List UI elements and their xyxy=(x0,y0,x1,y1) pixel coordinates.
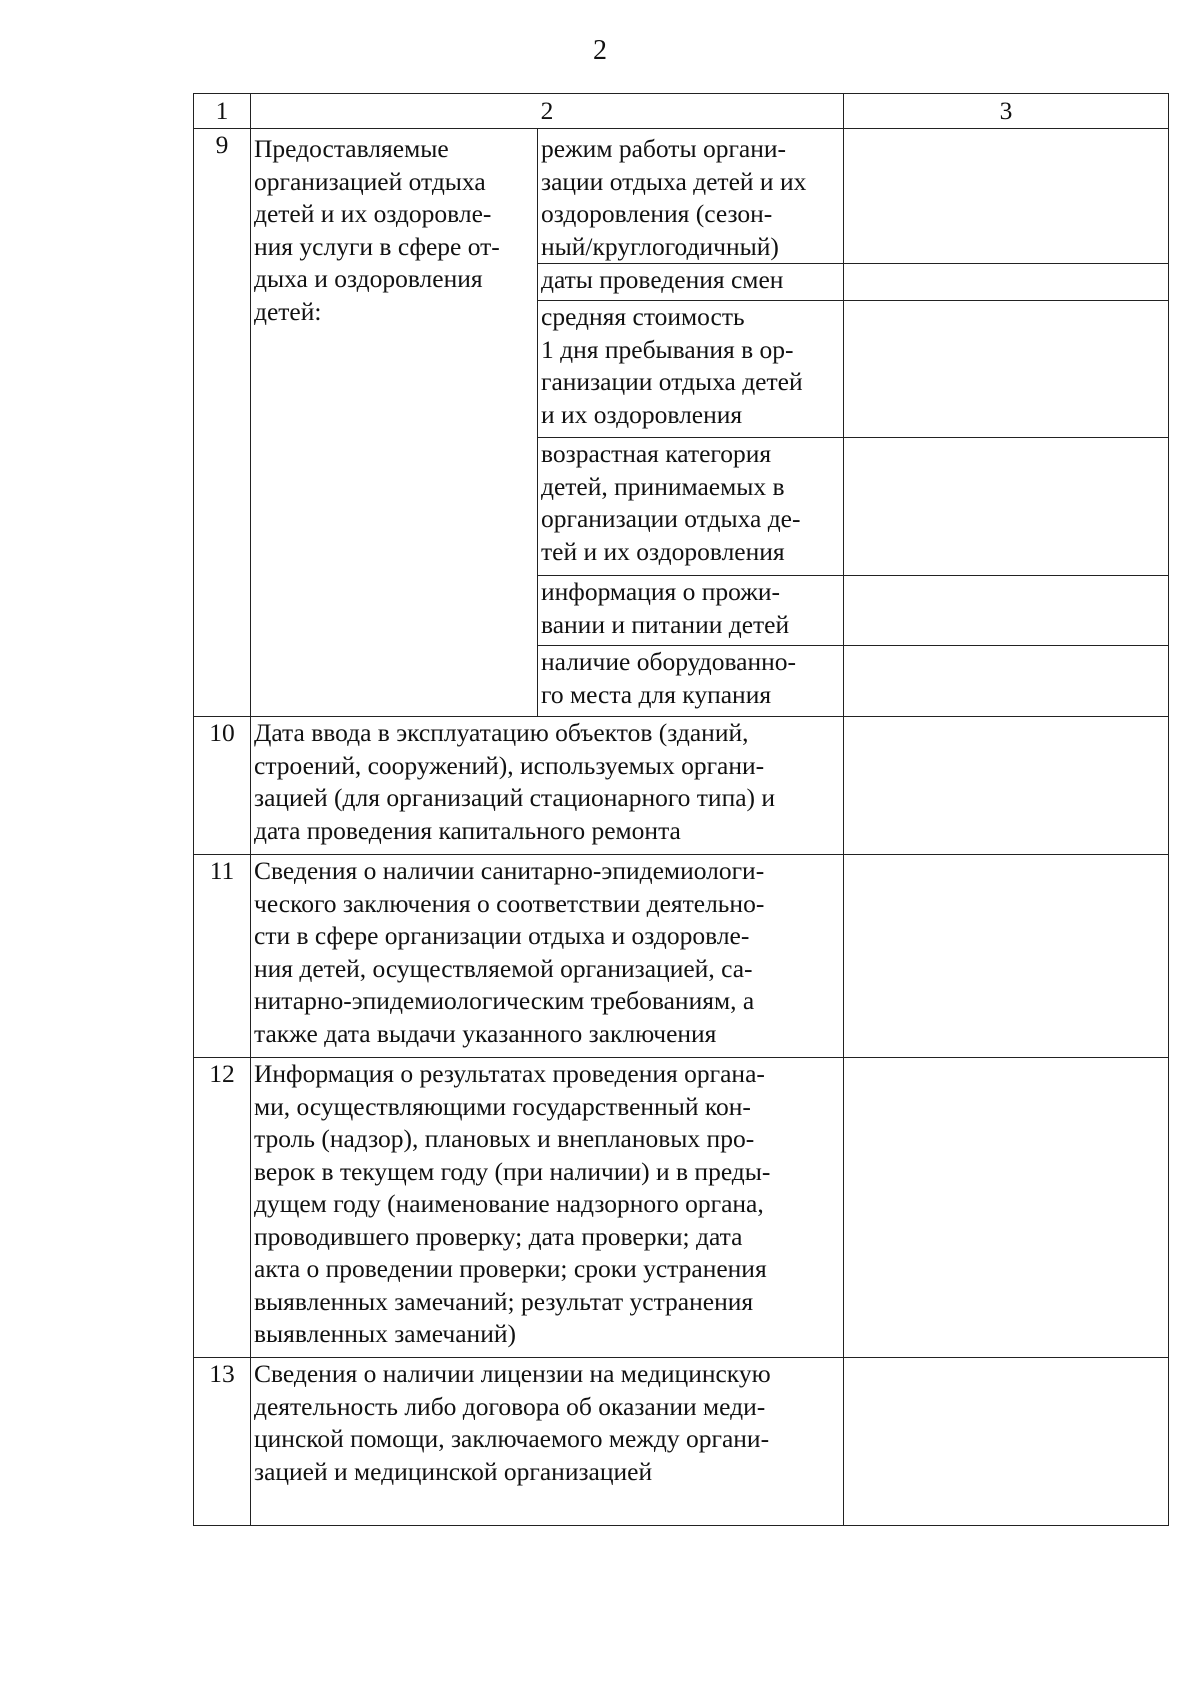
row-10-text: Дата ввода в эксплуатацию объектов (зданий, строений, сооружений), используемых органи- зацией (для организаций стационарного типа) и дата проведения капитального ремонта xyxy=(251,717,844,855)
row-11-number: 11 xyxy=(194,855,251,1058)
row-9-item-6: наличие оборудованно- го места для купания xyxy=(538,646,844,717)
table-row-9 xyxy=(194,129,1169,264)
row-10-number: 10 xyxy=(194,717,251,855)
row-9-item-1: режим работы органи- зации отдыха детей и их оздоровления (сезон- ный/круглогодичный) xyxy=(538,129,844,264)
row-9-item-6-value xyxy=(844,646,1169,717)
row-13-text: Сведения о наличии лицензии на медицинскую деятельность либо договора об оказании меди- цинской помощи, заключаемого между органи- зацией и медицинской организацией xyxy=(251,1358,844,1526)
row-12-text: Информация о результатах проведения органа- ми, осуществляющими государственный кон- троль (надзор), плановых и внеплановых про- верок в текущем году (при наличии) и в преды- дущем году (наименование надзорного органа, проводившего проверку; дата проверки; дата акта о проведении проверки; сроки устранения выявленных замечаний; результат устранения выявленных замечаний) xyxy=(251,1058,844,1358)
row-10-value xyxy=(844,717,1169,855)
row-9-item-4-value xyxy=(844,438,1169,576)
row-12-number: 12 xyxy=(194,1058,251,1358)
table-header-row xyxy=(194,94,1169,129)
row-9-item-5: информация о прожи- вании и питании детей xyxy=(538,576,844,646)
row-9-item-5-value xyxy=(844,576,1169,646)
header-col-1: 1 xyxy=(194,94,251,129)
header-col-3: 3 xyxy=(844,94,1169,129)
header-col-2: 2 xyxy=(251,94,844,129)
row-11-value xyxy=(844,855,1169,1058)
row-9-number: 9 xyxy=(194,129,251,717)
row-9-title: Предоставляемые организацией отдыха детей и их оздоровле- ния услуги в сфере от- дыха и оздоровления детей: xyxy=(251,129,538,717)
row-9-item-2: даты проведения смен xyxy=(538,264,844,301)
requirements-table xyxy=(193,93,1169,1526)
table-row-12 xyxy=(194,1058,1169,1358)
row-13-value xyxy=(844,1358,1169,1526)
table-row-10 xyxy=(194,717,1169,855)
page-number: 2 xyxy=(593,35,607,66)
row-13-number: 13 xyxy=(194,1358,251,1526)
table-row-13 xyxy=(194,1358,1169,1526)
row-11-text: Сведения о наличии санитарно-эпидемиологи- ческого заключения о соответствии деятельно- сти в сфере организации отдыха и оздоровле- ния детей, осуществляемой организацией, са- нитарно-эпидемиологическим требованиям, а также дата выдачи указанного заключения xyxy=(251,855,844,1058)
row-9-item-4: возрастная категория детей, принимаемых в организации отдыха де- тей и их оздоровления xyxy=(538,438,844,576)
row-9-item-3-value xyxy=(844,301,1169,438)
row-9-item-2-value xyxy=(844,264,1169,301)
row-9-item-3: средняя стоимость 1 дня пребывания в ор- ганизации отдыха детей и их оздоровления xyxy=(538,301,844,438)
row-9-item-1-value xyxy=(844,129,1169,264)
table-row-11 xyxy=(194,855,1169,1058)
row-12-value xyxy=(844,1058,1169,1358)
